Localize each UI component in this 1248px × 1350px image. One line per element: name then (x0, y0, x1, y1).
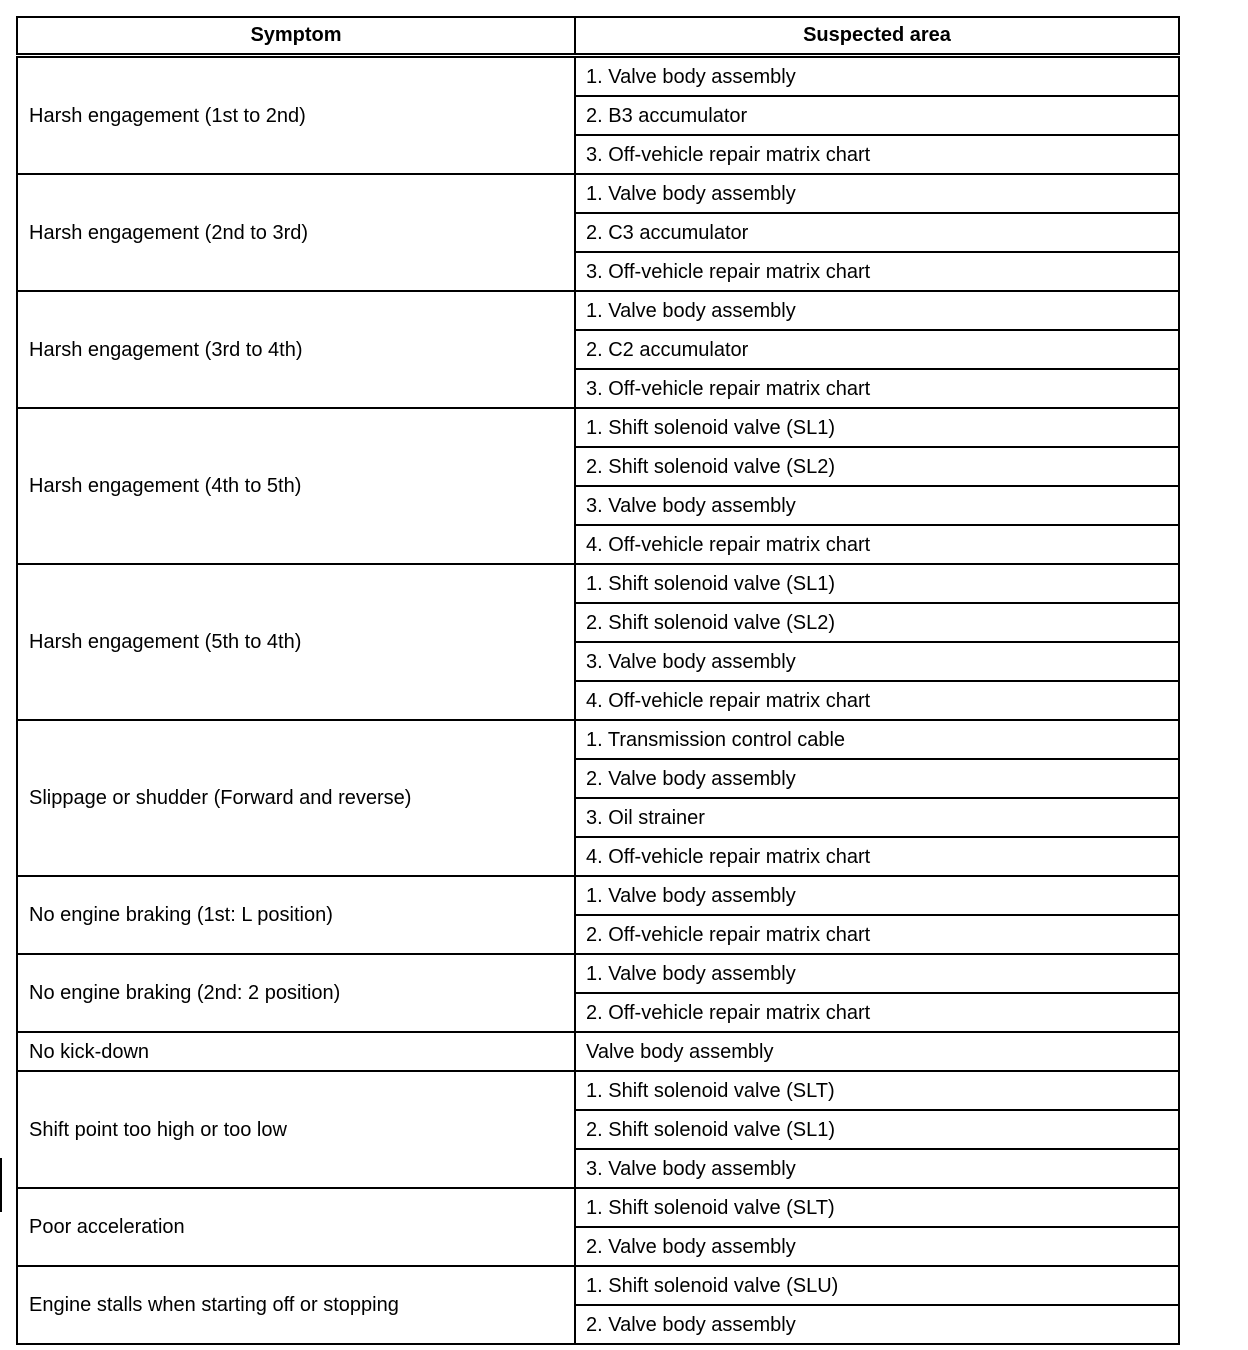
suspected-area-cell: 2. B3 accumulator (575, 96, 1179, 135)
header-suspected-area: Suspected area (575, 17, 1179, 56)
table-row (17, 1071, 1179, 1110)
suspected-area-cell: 1. Transmission control cable (575, 720, 1179, 759)
symptom-table (16, 16, 1180, 1345)
suspected-area-cell: 3. Valve body assembly (575, 486, 1179, 525)
table-row (17, 408, 1179, 447)
symptom-cell: No engine braking (2nd: 2 position) (17, 954, 575, 1032)
suspected-area-cell: 1. Valve body assembly (575, 876, 1179, 915)
table-row (17, 1188, 1179, 1227)
suspected-area-cell: 4. Off-vehicle repair matrix chart (575, 681, 1179, 720)
suspected-area-cell: 1. Shift solenoid valve (SL1) (575, 564, 1179, 603)
suspected-area-cell: 3. Off-vehicle repair matrix chart (575, 135, 1179, 174)
table-body (17, 56, 1179, 1345)
suspected-area-cell: 3. Off-vehicle repair matrix chart (575, 252, 1179, 291)
suspected-area-cell: 3. Valve body assembly (575, 642, 1179, 681)
suspected-area-cell: 2. Off-vehicle repair matrix chart (575, 915, 1179, 954)
table-row (17, 56, 1179, 97)
table-row (17, 291, 1179, 330)
table-row (17, 876, 1179, 915)
suspected-area-cell: 2. Valve body assembly (575, 1305, 1179, 1344)
margin-change-bar (0, 1158, 2, 1212)
table-row (17, 564, 1179, 603)
suspected-area-cell: 2. C2 accumulator (575, 330, 1179, 369)
suspected-area-cell: 1. Shift solenoid valve (SL1) (575, 408, 1179, 447)
table-row (17, 720, 1179, 759)
symptom-cell: No kick-down (17, 1032, 575, 1071)
suspected-area-cell: 1. Shift solenoid valve (SLT) (575, 1071, 1179, 1110)
suspected-area-cell: 1. Shift solenoid valve (SLT) (575, 1188, 1179, 1227)
table-row (17, 174, 1179, 213)
suspected-area-cell: 3. Oil strainer (575, 798, 1179, 837)
symptom-cell: Harsh engagement (4th to 5th) (17, 408, 575, 564)
suspected-area-cell: 1. Valve body assembly (575, 56, 1179, 97)
table-row (17, 1266, 1179, 1305)
symptom-cell: Shift point too high or too low (17, 1071, 575, 1188)
header-symptom: Symptom (17, 17, 575, 56)
suspected-area-cell: 4. Off-vehicle repair matrix chart (575, 837, 1179, 876)
suspected-area-cell: 1. Valve body assembly (575, 174, 1179, 213)
suspected-area-cell: 1. Shift solenoid valve (SLU) (575, 1266, 1179, 1305)
suspected-area-cell: 1. Valve body assembly (575, 291, 1179, 330)
symptom-cell: Harsh engagement (2nd to 3rd) (17, 174, 575, 291)
suspected-area-cell: Valve body assembly (575, 1032, 1179, 1071)
suspected-area-cell: 2. Valve body assembly (575, 1227, 1179, 1266)
suspected-area-cell: 2. Off-vehicle repair matrix chart (575, 993, 1179, 1032)
suspected-area-cell: 2. Valve body assembly (575, 759, 1179, 798)
suspected-area-cell: 2. Shift solenoid valve (SL1) (575, 1110, 1179, 1149)
suspected-area-cell: 3. Valve body assembly (575, 1149, 1179, 1188)
symptom-cell: Harsh engagement (5th to 4th) (17, 564, 575, 720)
symptom-cell: Harsh engagement (1st to 2nd) (17, 56, 575, 175)
symptom-cell: No engine braking (1st: L position) (17, 876, 575, 954)
suspected-area-cell: 1. Valve body assembly (575, 954, 1179, 993)
symptom-cell: Poor acceleration (17, 1188, 575, 1266)
header-row (17, 17, 1179, 56)
table-row (17, 954, 1179, 993)
symptom-cell: Engine stalls when starting off or stopping (17, 1266, 575, 1344)
suspected-area-cell: 2. Shift solenoid valve (SL2) (575, 447, 1179, 486)
suspected-area-cell: 3. Off-vehicle repair matrix chart (575, 369, 1179, 408)
suspected-area-cell: 2. Shift solenoid valve (SL2) (575, 603, 1179, 642)
suspected-area-cell: 2. C3 accumulator (575, 213, 1179, 252)
suspected-area-cell: 4. Off-vehicle repair matrix chart (575, 525, 1179, 564)
symptom-cell: Harsh engagement (3rd to 4th) (17, 291, 575, 408)
symptom-cell: Slippage or shudder (Forward and reverse) (17, 720, 575, 876)
table-row (17, 1032, 1179, 1071)
